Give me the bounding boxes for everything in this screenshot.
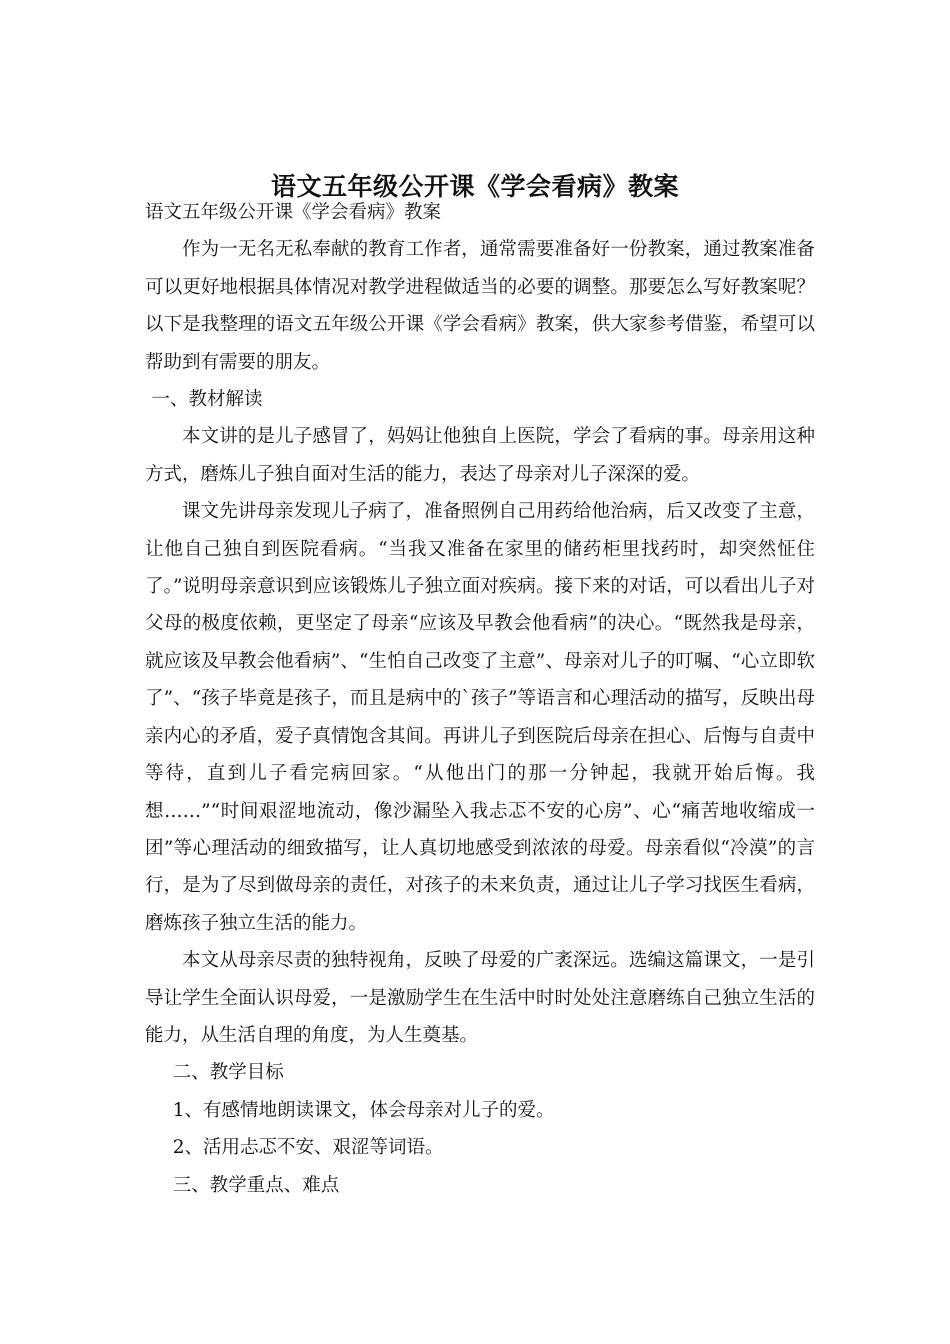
document-body — [145, 194, 815, 1204]
document-subtitle: 语文五年级公开课《学会看病》教案 — [145, 202, 442, 223]
section-heading-key-difficult-points: 三、教学重点、难点 — [172, 1174, 340, 1196]
teaching-goal-1: 1、有感情地朗读课文，体会母亲对儿子的爱。 — [172, 1099, 555, 1121]
section-heading-teaching-goals: 二、教学目标 — [172, 1062, 284, 1084]
textbook-paragraph-1: 本文讲的是儿子感冒了，妈妈让他独自上医院，学会了看病的事。母亲用这种方式，磨炼儿子独自面对生活的能力，表达了母亲对儿子深深的爱。 — [145, 426, 815, 485]
intro-paragraph: 作为一无名无私奉献的教育工作者，通常需要准备好一份教案，通过教案准备可以更好地根据具体情况对教学进程做适当的必要的调整。那要怎么写好教案呢？以下是我整理的语文五年级公开课《学会看病》教案，供大家参考借鉴，希望可以帮助到有需要的朋友。 — [145, 239, 815, 373]
textbook-paragraph-2: 课文先讲母亲发现儿子病了，准备照例自己用药给他治病，后又改变了主意，让他自己独自到医院看病。“当我又准备在家里的储药柜里找药时，却突然怔住了。”说明母亲意识到应该锻炼儿子独立面对疾病。接下来的对话，可以看出儿子对父母的极度依赖，更坚定了母亲“应该及早教会他看病”的决心。“既然我是母亲，就应该及早教会他看病”、“生怕自己改变了主意”、母亲对儿子的叮嘱、“心立即软了”、“孩子毕竟是孩子，而且是病中的`孩子”等语言和心理活动的描写，反映出母亲内心的矛盾，爱子真情饱含其间。再讲儿子到医院后母亲在担心、后悔与自责中等待，直到儿子看完病回家。“从他出门的那一分钟起，我就开始后悔。我想……”“时间艰涩地流动，像沙漏坠入我忐忑不安的心房”、心“痛苦地收缩成一团”等心理活动的细致描写，让人真切地感受到浓浓的母爱。母亲看似“冷漠”的言行，是为了尽到做母亲的责任，对孩子的未来负责，通过让儿子学习找医生看病，磨炼孩子独立生活的能力。 — [145, 501, 815, 934]
textbook-paragraph-3: 本文从母亲尽责的独特视角，反映了母爱的广袤深远。选编这篇课文，一是引导让学生全面认识母爱，一是激励学生在生活中时时处处注意磨练自己独立生活的能力，从生活自理的角度，为人生奠基。 — [145, 950, 815, 1046]
teaching-goal-2: 2、活用忐忑不安、艰涩等词语。 — [172, 1137, 444, 1159]
section-heading-textbook-reading: 一、教材解读 — [151, 389, 263, 411]
document-title: 语文五年级公开课《学会看病》教案 — [270, 171, 679, 201]
